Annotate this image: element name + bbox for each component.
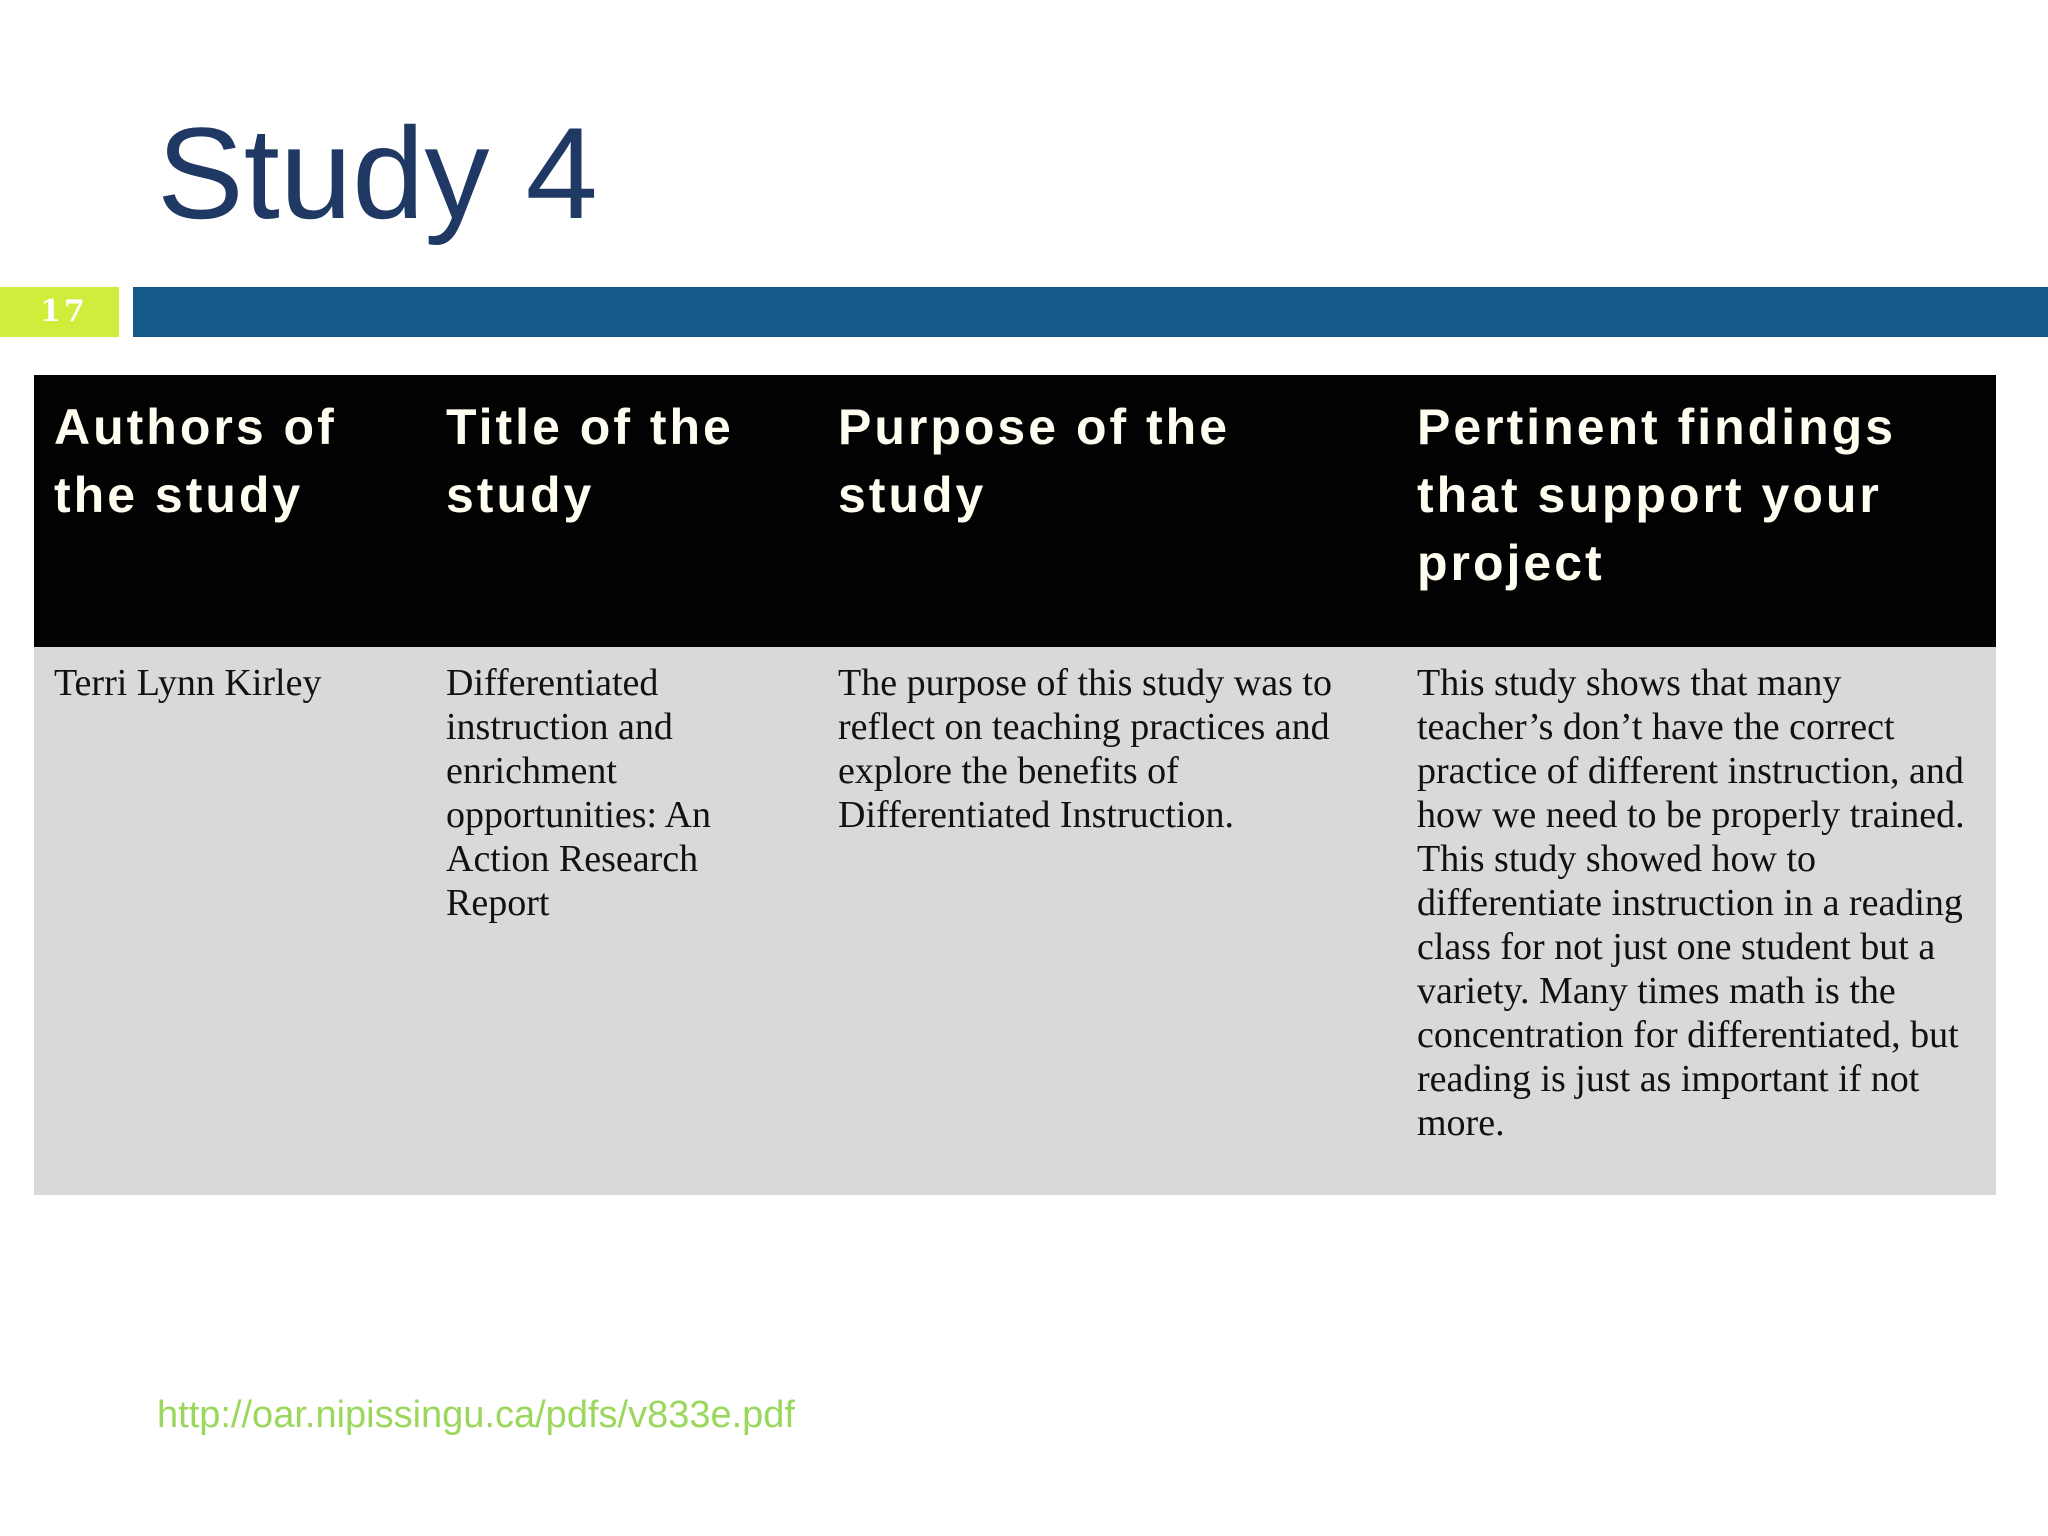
header-authors: Authors of the study (34, 375, 426, 647)
slide-number-badge (0, 287, 119, 337)
header-purpose: Purpose of the study (818, 375, 1397, 647)
cell-authors: Terri Lynn Kirley (34, 647, 426, 1195)
cell-findings: This study shows that many teacher’s don’t have the correct practice of different instruction, and how we need to be properly trained. This study showed how to differentiate instruction in a reading class for not just one student but a variety. Many times math is the concentration for differentiated, but reading is just as important if not more. (1397, 647, 1996, 1195)
header-findings: Pertinent findings that support your project (1397, 375, 1996, 647)
study-table (34, 375, 1996, 1195)
source-link[interactable]: http://oar.nipissingu.ca/pdfs/v833e.pdf (157, 1394, 795, 1436)
title-divider-bar (133, 287, 2048, 337)
slide-title: Study 4 (157, 100, 598, 246)
table-row (34, 647, 1996, 1195)
header-title: Title of the study (426, 375, 818, 647)
cell-purpose: The purpose of this study was to reflect on teaching practices and explore the benefits of Differentiated Instruction. (818, 647, 1397, 1195)
slide-number: 17 (40, 294, 88, 329)
cell-title: Differentiated instruction and enrichment opportunities: An Action Research Report (426, 647, 818, 1195)
table-header-row (34, 375, 1996, 647)
